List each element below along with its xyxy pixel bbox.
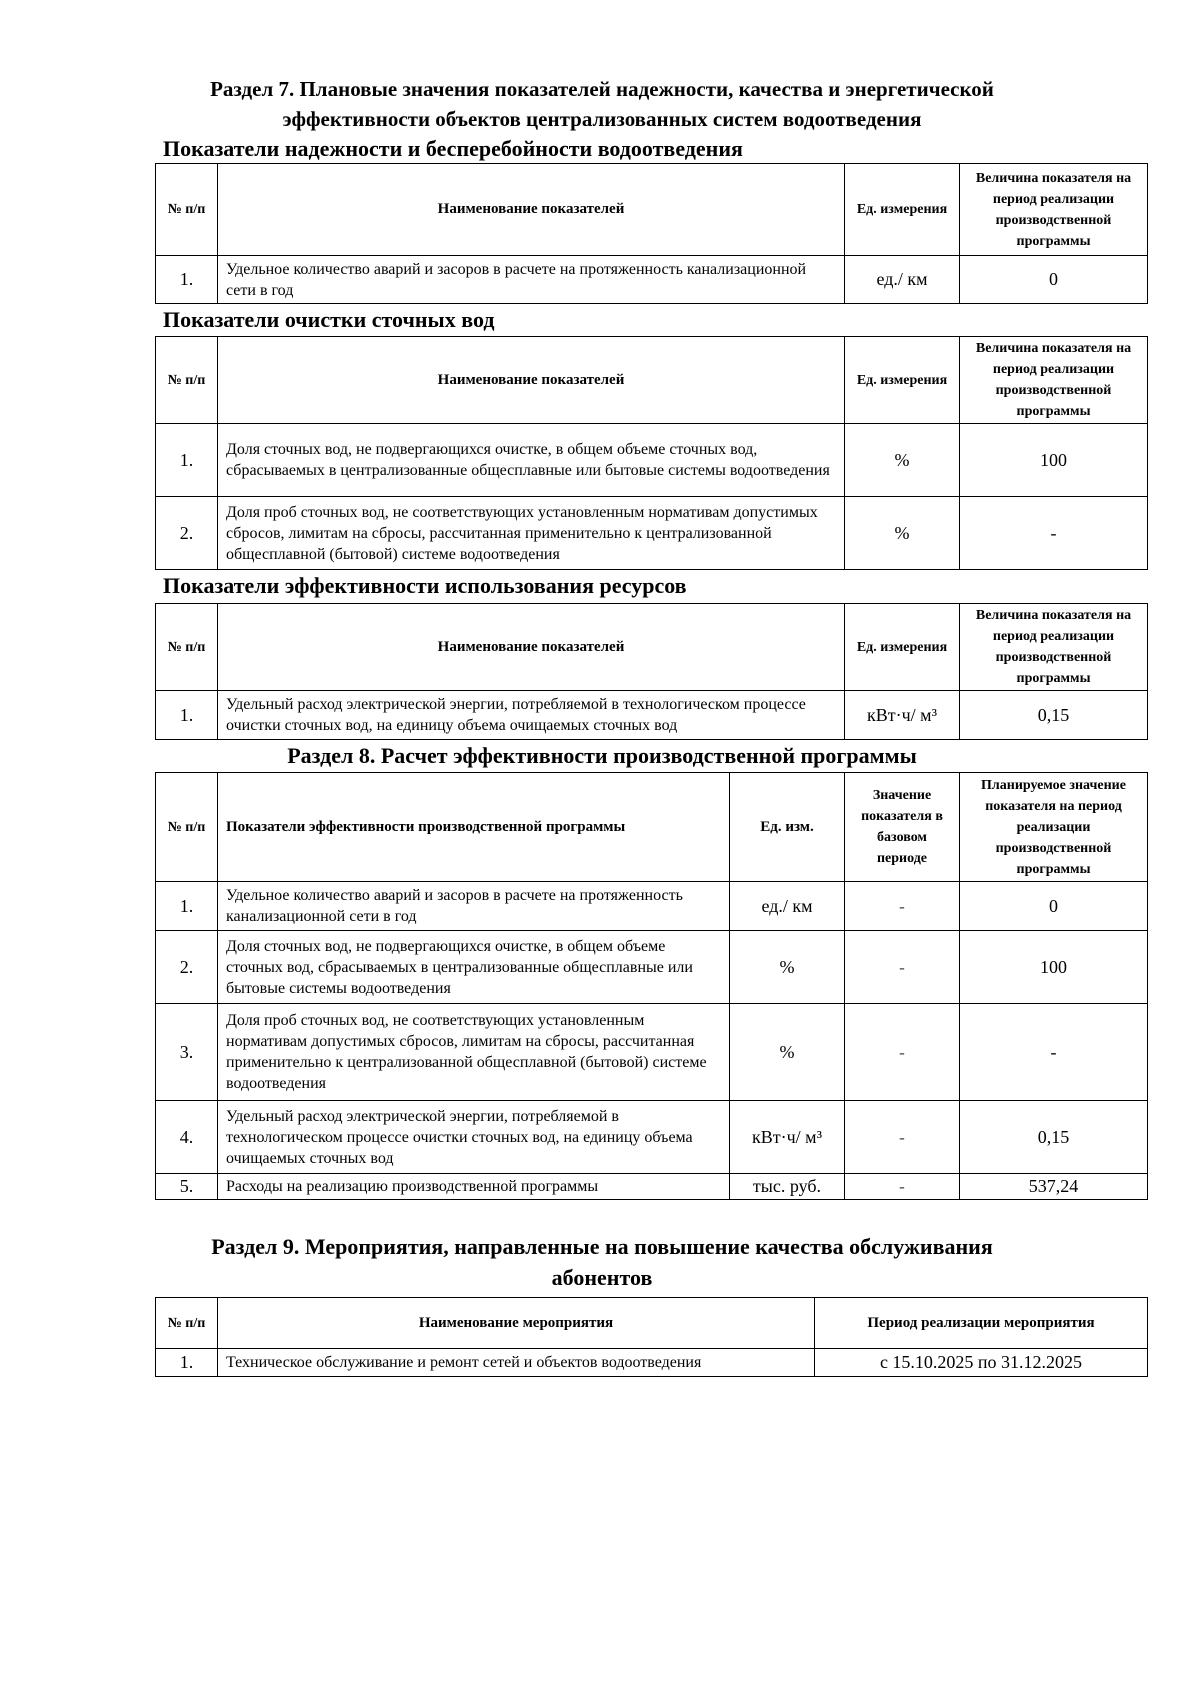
reliability-table	[155, 163, 1148, 304]
row-base: -	[845, 931, 960, 1004]
section9-title-line1: Раздел 9. Мероприятия, направленные на повышение качества обслуживания	[211, 1234, 993, 1259]
row-num: 2.	[156, 931, 218, 1004]
row-value: 100	[960, 424, 1148, 497]
col-unit-header: Ед. измерения	[845, 604, 960, 691]
efficiency-table	[155, 603, 1148, 740]
table-row	[156, 931, 1148, 1004]
row-unit: %	[730, 931, 845, 1004]
row-name: Расходы на реализацию производственной программы	[218, 1174, 730, 1200]
row-num: 5.	[156, 1174, 218, 1200]
table-header-row	[156, 604, 1148, 691]
row-base: -	[845, 1004, 960, 1101]
row-unit: ед./ км	[730, 882, 845, 931]
table-row	[156, 497, 1148, 570]
efficiency-title: Показатели эффективности использования ресурсов	[163, 573, 687, 598]
col-value-header: Величина показателя на период реализации производственной программы	[960, 164, 1148, 256]
row-name: Техническое обслуживание и ремонт сетей и объектов водоотведения	[218, 1349, 815, 1377]
row-num: 1.	[156, 691, 218, 740]
col-name-header: Наименование показателей	[218, 337, 845, 424]
row-num: 2.	[156, 497, 218, 570]
section8-title: Раздел 8. Расчет эффективности производственной программы	[287, 743, 917, 768]
row-num: 4.	[156, 1101, 218, 1174]
row-unit: кВт·ч/ м³	[730, 1101, 845, 1174]
row-base: -	[845, 1174, 960, 1200]
row-name: Удельное количество аварий и засоров в расчете на протяженность канализационной сети в год	[218, 256, 845, 304]
col-num-header: № п/п	[156, 604, 218, 691]
row-planned: 0,15	[960, 1101, 1148, 1174]
col-period-header: Период реализации мероприятия	[815, 1298, 1148, 1349]
col-name-header: Наименование показателей	[218, 164, 845, 256]
section9-title-line2: абонентов	[551, 1265, 653, 1290]
col-name-header: Показатели эффективности производственной программы	[218, 773, 730, 882]
row-value: 0	[960, 256, 1148, 304]
col-num-header: № п/п	[156, 1298, 218, 1349]
table-header-row	[156, 164, 1148, 256]
table-header-row	[156, 1298, 1148, 1349]
col-value-header: Величина показателя на период реализации производственной программы	[960, 604, 1148, 691]
col-value-header: Величина показателя на период реализации производственной программы	[960, 337, 1148, 424]
row-name: Удельное количество аварий и засоров в расчете на протяженность канализационной сети в год	[218, 882, 730, 931]
row-num: 3.	[156, 1004, 218, 1101]
row-base: -	[845, 882, 960, 931]
col-num-header: № п/п	[156, 773, 218, 882]
section7-title-line2: эффективности объектов централизованных систем водоотведения	[282, 107, 922, 131]
col-num-header: № п/п	[156, 164, 218, 256]
row-unit: %	[845, 424, 960, 497]
row-value: -	[960, 497, 1148, 570]
table-row	[156, 1349, 1148, 1377]
row-base: -	[845, 1101, 960, 1174]
table-row	[156, 882, 1148, 931]
treatment-table	[155, 336, 1148, 570]
table-row	[156, 424, 1148, 497]
row-planned: -	[960, 1004, 1148, 1101]
col-unit-header: Ед. измерения	[845, 164, 960, 256]
row-planned: 537,24	[960, 1174, 1148, 1200]
table-row	[156, 1004, 1148, 1101]
reliability-title: Показатели надежности и бесперебойности водоотведения	[163, 136, 743, 161]
col-name-header: Наименование показателей	[218, 604, 845, 691]
col-unit-header: Ед. измерения	[845, 337, 960, 424]
row-unit: ед./ км	[845, 256, 960, 304]
table-row	[156, 256, 1148, 304]
row-name: Удельный расход электрической энергии, потребляемой в технологическом процессе очистки сточных вод, на единицу объема очищаемых сточных вод	[218, 1101, 730, 1174]
row-name: Доля сточных вод, не подвергающихся очистке, в общем объеме сточных вод, сбрасываемых в централизованные общесплавные или бытовые системы водоотведения	[218, 424, 845, 497]
table-header-row	[156, 773, 1148, 882]
row-name: Удельный расход электрической энергии, потребляемой в технологическом процессе очистки сточных вод, на единицу объема очищаемых сточных вод	[218, 691, 845, 740]
program-efficiency-table	[155, 772, 1148, 1200]
row-name: Доля проб сточных вод, не соответствующих установленным нормативам допустимых сбросов, лимитам на сбросы, рассчитанная применительно к централизованной общесплавной (бытовой) системе водоотведения	[218, 1004, 730, 1101]
treatment-title: Показатели очистки сточных вод	[163, 307, 495, 332]
table-row	[156, 691, 1148, 740]
measures-table	[155, 1297, 1148, 1377]
row-planned: 0	[960, 882, 1148, 931]
row-unit: тыс. руб.	[730, 1174, 845, 1200]
col-unit-header: Ед. изм.	[730, 773, 845, 882]
col-name-header: Наименование мероприятия	[218, 1298, 815, 1349]
row-num: 1.	[156, 424, 218, 497]
row-planned: 100	[960, 931, 1148, 1004]
row-num: 1.	[156, 1349, 218, 1377]
row-unit: %	[730, 1004, 845, 1101]
row-num: 1.	[156, 882, 218, 931]
row-name: Доля проб сточных вод, не соответствующих установленным нормативам допустимых сбросов, лимитам на сбросы, рассчитанная применительно к централизованной общесплавной (бытовой) системе водоотведения	[218, 497, 845, 570]
row-unit: %	[845, 497, 960, 570]
col-base-header: Значение показателя в базовом периоде	[845, 773, 960, 882]
section7-title-line1: Раздел 7. Плановые значения показателей надежности, качества и энергетической	[210, 77, 994, 101]
table-row	[156, 1174, 1148, 1200]
table-header-row	[156, 337, 1148, 424]
col-num-header: № п/п	[156, 337, 218, 424]
row-value: 0,15	[960, 691, 1148, 740]
col-planned-header: Планируемое значение показателя на период реализации производственной программы	[960, 773, 1148, 882]
table-row	[156, 1101, 1148, 1174]
row-unit: кВт·ч/ м³	[845, 691, 960, 740]
row-name: Доля сточных вод, не подвергающихся очистке, в общем объеме сточных вод, сбрасываемых в централизованные общесплавные или бытовые системы водоотведения	[218, 931, 730, 1004]
row-period: с 15.10.2025 по 31.12.2025	[815, 1349, 1148, 1377]
row-num: 1.	[156, 256, 218, 304]
